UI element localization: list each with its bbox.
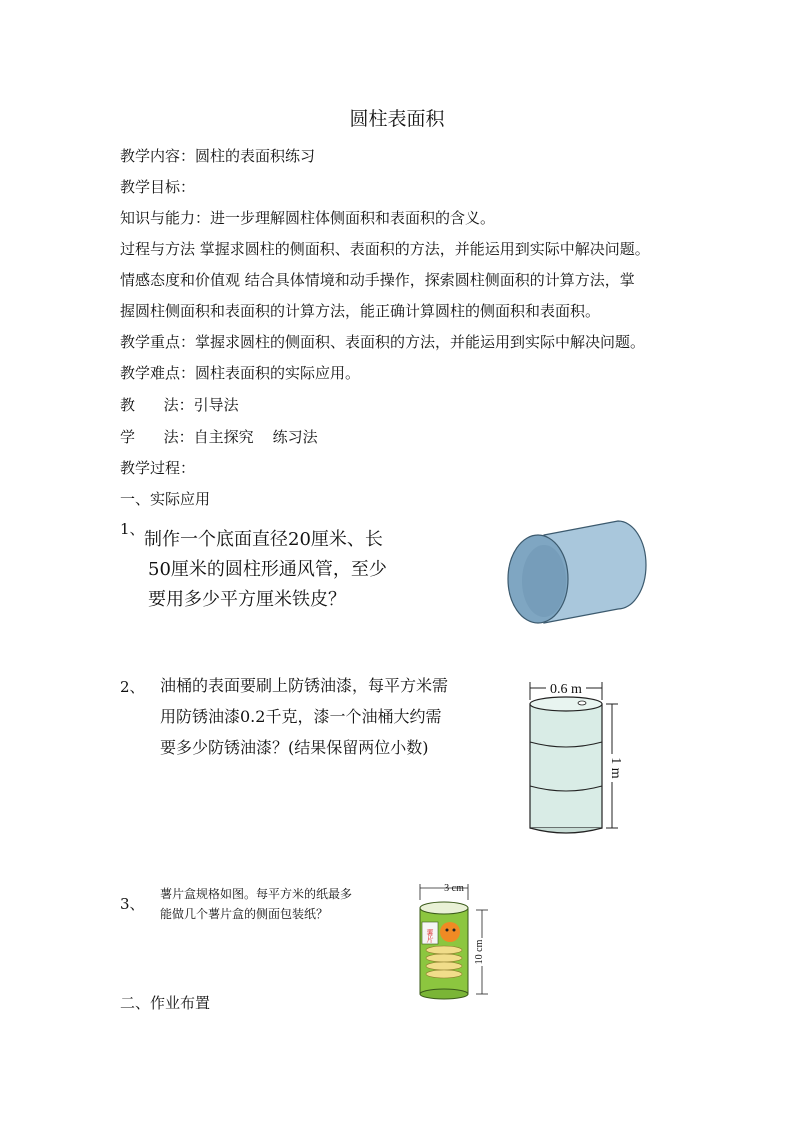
oil-drum-illustration [520, 670, 630, 840]
goal-attitude-cont: 握圆柱侧面积和表面积的计算方法，能正确计算圆柱的侧面积和表面积。 [120, 302, 601, 320]
chip-can-illustration [410, 880, 500, 1000]
drum-height-label: 1 m [608, 757, 623, 779]
goal-attitude: 情感态度和价值观 结合具体情境和动手操作，探索圆柱侧面积的计算方法，掌 [120, 271, 635, 289]
problem-1-line: 要用多少平方厘米铁皮？ [148, 589, 346, 610]
problem-2-line: 油桶的表面要刷上防锈油漆，每平方米需 [160, 676, 449, 695]
problem-3-line: 薯片盒规格如图。每平方米的纸最多 [160, 887, 353, 901]
learning-method: 学 法：自主探究 练习法 [120, 428, 318, 446]
problem-1-line: 50厘米的圆柱形通风管，至少 [148, 559, 387, 580]
pipe-illustration [500, 515, 650, 625]
teaching-content: 教学内容：圆柱的表面积练习 [120, 147, 316, 165]
problem-1-text [144, 525, 387, 615]
problem-2-line: 用防锈油漆0.2千克，漆一个油桶大约需 [160, 707, 442, 726]
problem-2-text [160, 670, 448, 763]
problem-3-text [160, 884, 352, 924]
problem-1-line: 制作一个底面直径20厘米、长 [144, 529, 383, 550]
teaching-goals-heading: 教学目标： [120, 178, 196, 196]
teaching-key-point: 教学重点：掌握求圆柱的侧面积、表面积的方法，并能运用到实际中解决问题。 [120, 333, 646, 351]
problem-3-number: 3、 [120, 895, 145, 913]
problem-2-line: 要多少防锈油漆？(结果保留两位小数) [160, 738, 429, 757]
section-1-heading: 一、实际应用 [120, 490, 211, 508]
can-width-label: 3 cm [444, 883, 464, 894]
teaching-method: 教 法：引导法 [120, 396, 239, 414]
teaching-process-heading: 教学过程： [120, 459, 196, 477]
page-title: 圆柱表面积 [349, 108, 445, 130]
drum-top [530, 697, 602, 711]
teaching-difficulty: 教学难点：圆柱表面积的实际应用。 [120, 364, 361, 382]
can-height-label: 10 cm [474, 939, 485, 965]
goal-knowledge: 知识与能力：进一步理解圆柱体侧面积和表面积的含义。 [120, 209, 496, 227]
can-brand-label: 薯片 [426, 929, 434, 943]
problem-1-number: 1、 [120, 520, 145, 538]
can-lid [420, 902, 468, 914]
drum-width-label: 0.6 m [550, 682, 582, 697]
section-2-heading: 二、作业布置 [120, 994, 211, 1012]
problem-2-number: 2、 [120, 678, 145, 696]
drum-body [530, 704, 602, 828]
problem-3-line: 能做几个薯片盒的侧面包装纸？ [160, 907, 329, 921]
goal-process: 过程与方法 掌握求圆柱的侧面积、表面积的方法，并能运用到实际中解决问题。 [120, 240, 650, 258]
